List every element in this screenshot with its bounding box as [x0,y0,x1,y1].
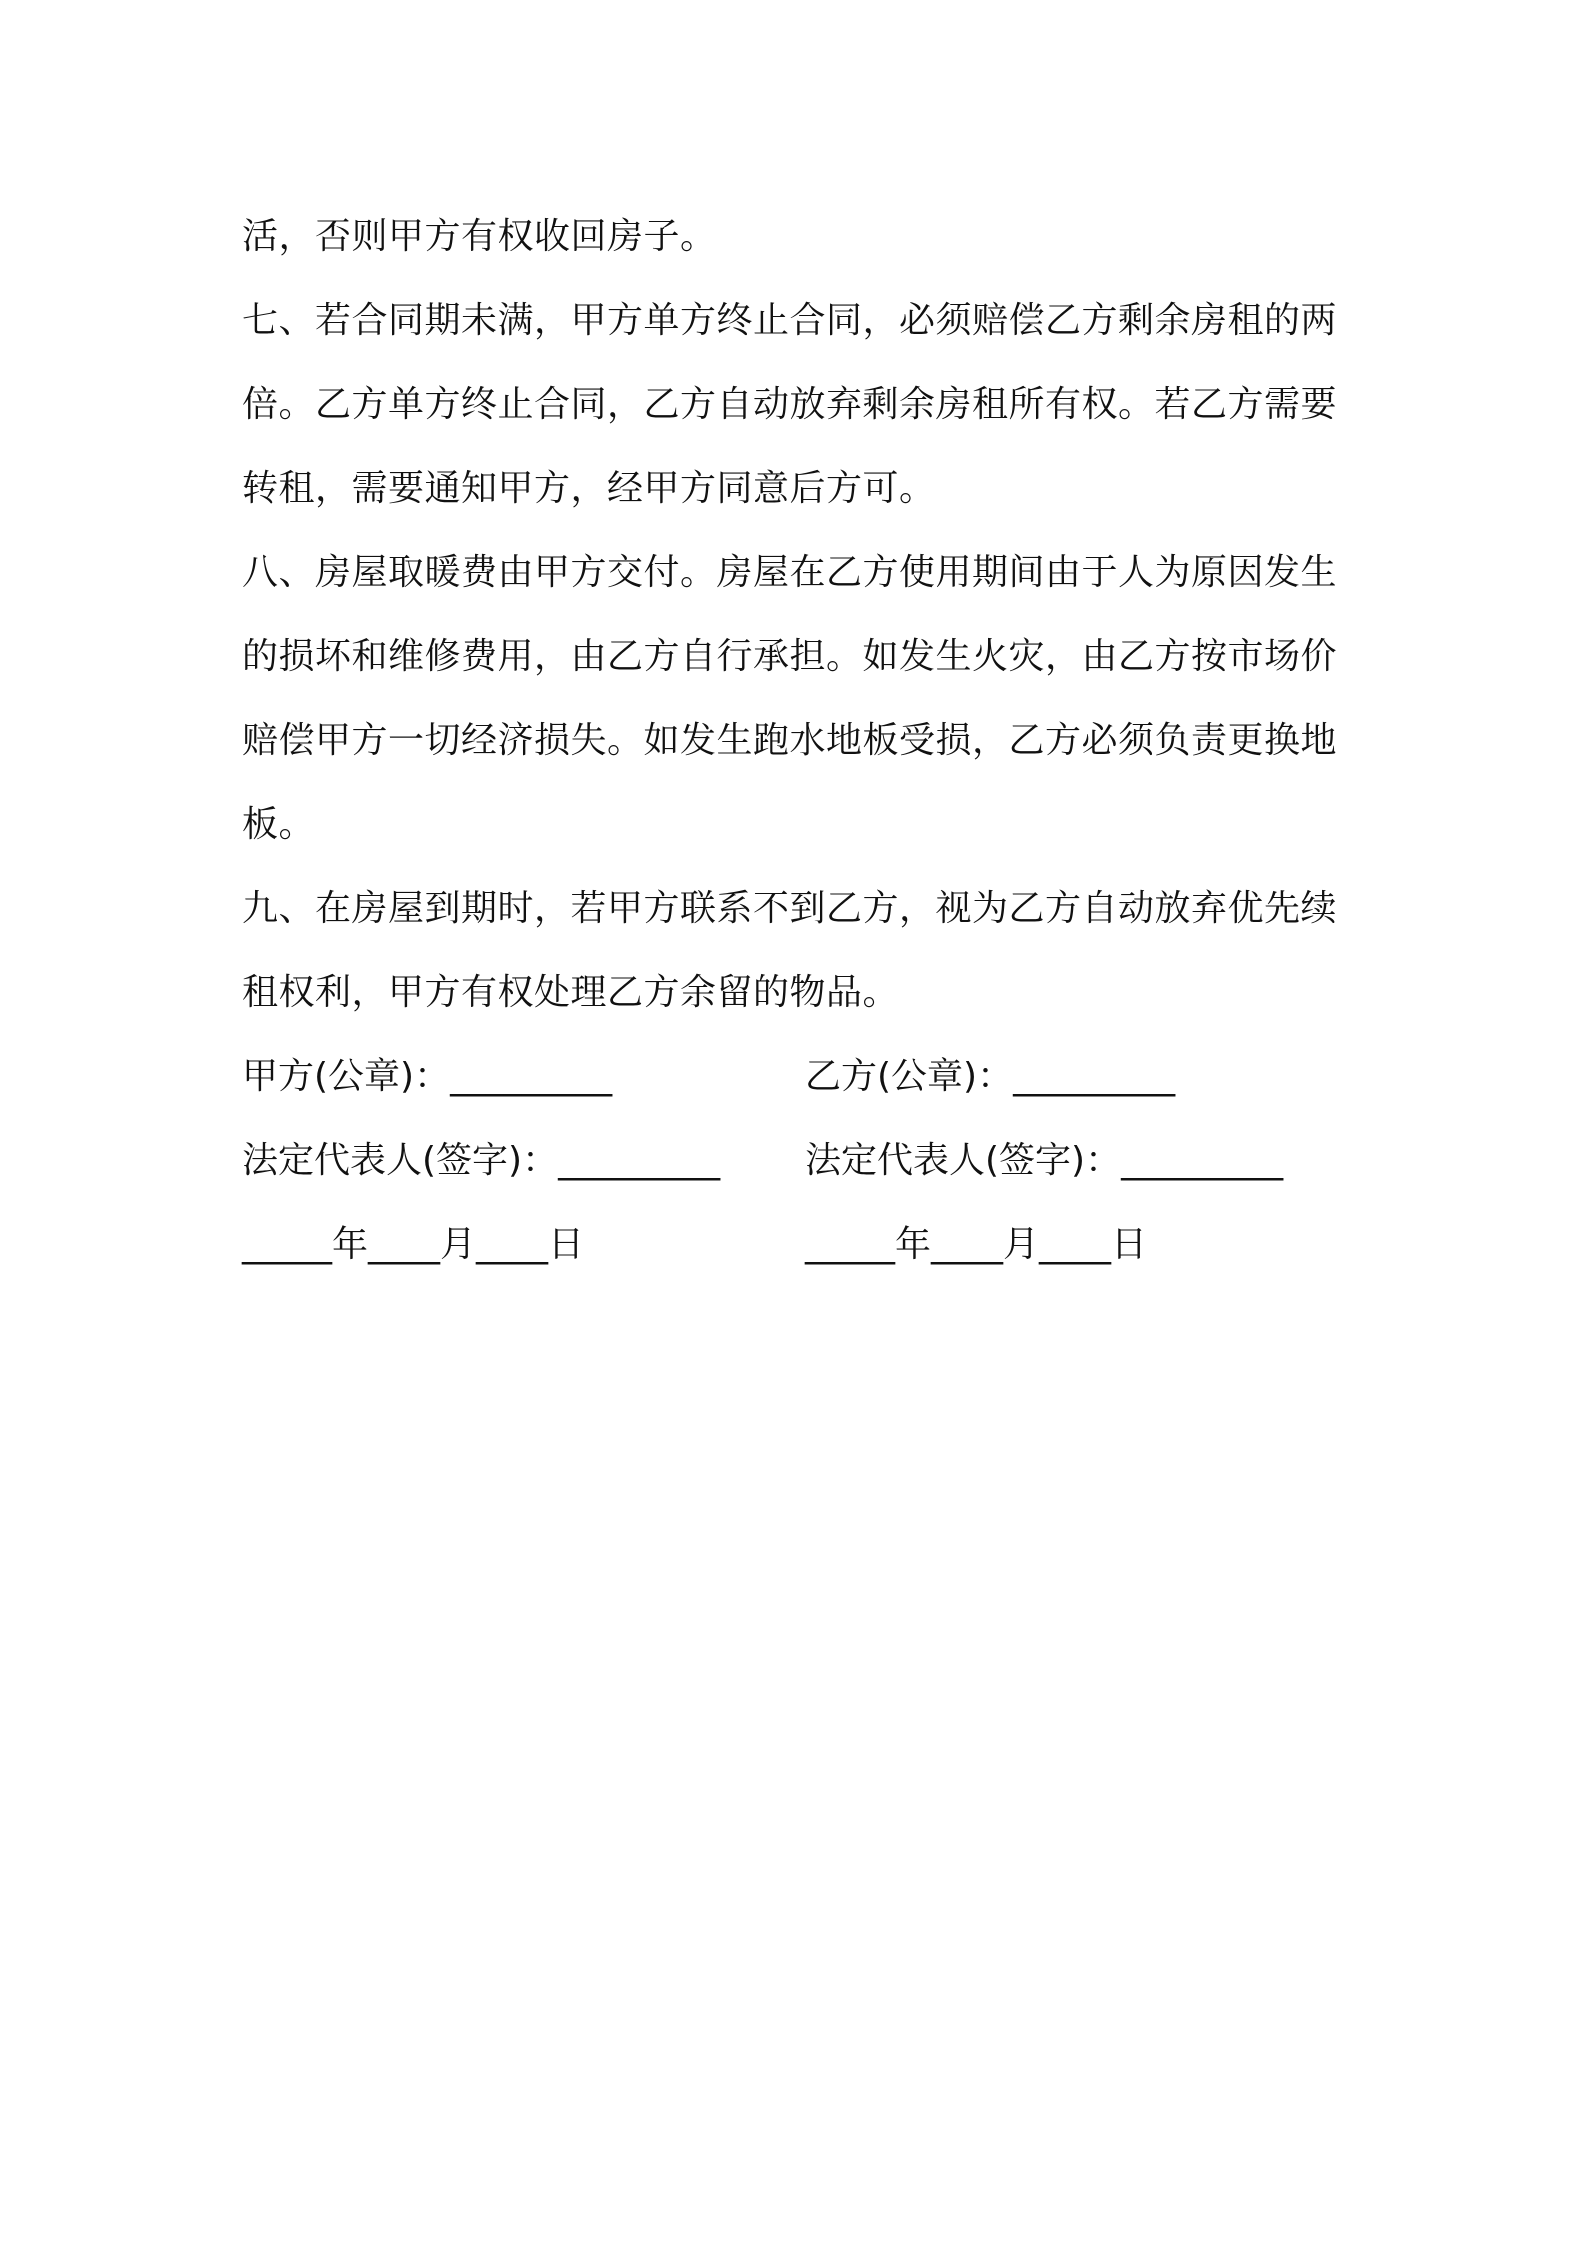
party-b-date-field: _____年____月____日 [805,1224,1147,1265]
text-line: 板。 [242,804,316,845]
document-body [242,195,1357,1287]
signature-row-date [242,1203,1357,1287]
text-line: 活，否则甲方有权收回房子。 [242,216,717,257]
clause-8 [242,531,1357,867]
text-line: 倍。乙方单方终止合同，乙方自动放弃剩余房租所有权。若乙方需要 [242,384,1338,425]
text-line: 租权利，甲方有权处理乙方余留的物品。 [242,972,900,1013]
party-a-representative-field: 法定代表人(签字)：_________ [242,1140,721,1181]
clause-9 [242,867,1357,1035]
signature-block [242,1035,1357,1287]
party-b-seal-field: 乙方(公章)：_________ [805,1056,1176,1097]
text-line: 转租，需要通知甲方，经甲方同意后方可。 [242,468,936,509]
text-line: 九、在房屋到期时，若甲方联系不到乙方，视为乙方自动放弃优先续 [242,888,1338,929]
party-a-seal-field: 甲方(公章)：_________ [242,1056,613,1097]
signature-row-representative [242,1119,1357,1203]
text-line: 七、若合同期未满，甲方单方终止合同，必须赔偿乙方剩余房租的两 [242,300,1338,341]
paragraph-continuation [242,195,1357,279]
party-a-date-field: _____年____月____日 [242,1224,584,1265]
text-line: 赔偿甲方一切经济损失。如发生跑水地板受损，乙方必须负责更换地 [242,720,1338,761]
signature-row-seal [242,1035,1357,1119]
clause-7 [242,279,1357,531]
text-line: 八、房屋取暖费由甲方交付。房屋在乙方使用期间由于人为原因发生 [242,552,1338,593]
party-b-representative-field: 法定代表人(签字)：_________ [805,1140,1284,1181]
text-line: 的损坏和维修费用，由乙方自行承担。如发生火灾，由乙方按市场价 [242,636,1338,677]
